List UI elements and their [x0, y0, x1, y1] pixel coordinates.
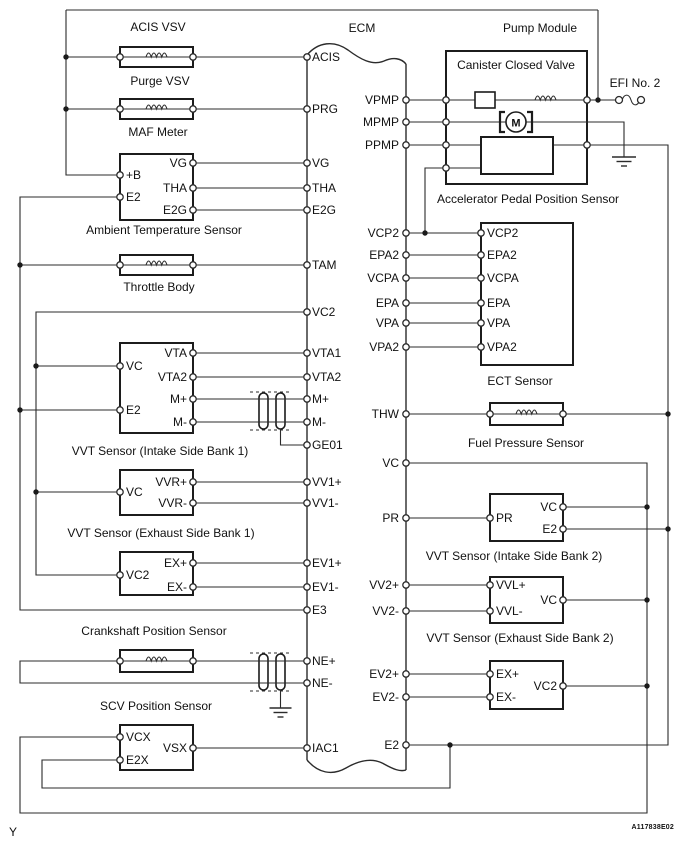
box-pin-label: PR	[496, 511, 513, 525]
ecm-pin-label: VPA2	[369, 340, 399, 354]
crank-sensor-label: Crankshaft Position Sensor	[81, 624, 227, 638]
ecm-pin-label: VCPA	[367, 271, 399, 285]
box-pin-label: VC2	[126, 568, 150, 582]
maf-meter-label: MAF Meter	[128, 125, 188, 139]
ground-icon	[270, 708, 292, 717]
ecm-pin-label: VC	[382, 456, 399, 470]
ecm-pin-label: VV2+	[369, 578, 399, 592]
box-pin-label: EX-	[166, 580, 187, 594]
ecm-pin-label: MPMP	[363, 115, 399, 129]
box-pin-label: EX-	[496, 690, 517, 704]
efi-fuse-label: EFI No. 2	[609, 76, 661, 90]
ground-icon	[612, 157, 636, 166]
ecm-pin-label: PRG	[312, 102, 339, 116]
box-pin-label: VPA2	[487, 340, 517, 354]
pump-sender-box	[481, 137, 553, 174]
box-pin-label: M-	[173, 415, 187, 429]
box-pin-label: VC	[126, 359, 143, 373]
box-pin-label: VSX	[162, 741, 187, 755]
ecm-pin-label: IAC1	[312, 741, 339, 755]
box-pin-label: VCX	[126, 730, 151, 744]
box-pin-label: VPA	[487, 316, 511, 330]
box-pin-label: VVR-	[158, 496, 187, 510]
box-pin-label: M+	[169, 392, 187, 406]
ecm-pin-label: EV2+	[369, 667, 399, 681]
box-pin-label: VTA	[164, 346, 187, 360]
ecm-pin-label: E3	[312, 603, 327, 617]
purge-vsv-label: Purge VSV	[130, 74, 190, 88]
ecm-pin-label: TAM	[312, 258, 337, 272]
ecm-pin-label: THW	[371, 407, 399, 421]
ecm-left-pin-labels	[312, 50, 343, 755]
ecm-pin-label: EV2-	[372, 690, 399, 704]
fuel-pressure-label: Fuel Pressure Sensor	[467, 436, 585, 450]
ecm-pin-label: VG	[312, 156, 330, 170]
ecm-pin-label: GE01	[312, 438, 343, 452]
ecm-right-pin-labels	[363, 93, 400, 752]
ecm-pin-label: VTA1	[312, 346, 342, 360]
box-pin-label: VC	[126, 485, 143, 499]
box-pin-label: VCPA	[487, 271, 519, 285]
valve-icon	[475, 92, 495, 108]
ecm-pin-label: E2	[384, 738, 399, 752]
box-pin-label: EX+	[163, 556, 187, 570]
box-pin-label: EPA2	[487, 248, 517, 262]
box-pin-label: THA	[163, 181, 187, 195]
box-pin-label: E2G	[162, 203, 187, 217]
box-pin-label: VC	[540, 500, 557, 514]
shield-symbols	[259, 393, 285, 690]
ecm-pin-label: EPA	[375, 296, 399, 310]
ecm-pin-label: NE-	[312, 676, 333, 690]
vvt-intake-b1-label: VVT Sensor (Intake Side Bank 1)	[71, 444, 249, 458]
box-pin-label: VG	[169, 156, 187, 170]
fuse-terminal-icon	[616, 97, 623, 104]
page-marker: Y	[9, 825, 18, 839]
ecm-pin-label: VV1+	[312, 475, 342, 489]
ecm-pin-label: NE+	[312, 654, 336, 668]
box-pin-label: VC2	[533, 679, 557, 693]
shield-pill-icon	[276, 393, 285, 429]
ambient-temp-label: Ambient Temperature Sensor	[86, 223, 242, 237]
ecm-pin-label: VCP2	[367, 226, 399, 240]
ecm-pin-label: VTA2	[312, 370, 342, 384]
box-pin-label: VC	[540, 593, 557, 607]
shield-pill-icon	[276, 654, 285, 690]
ecm-pin-label: M+	[312, 392, 330, 406]
ecm-pin-label: VV1-	[312, 496, 339, 510]
ecm-pin-label: PR	[382, 511, 399, 525]
scv-sensor-label: SCV Position Sensor	[99, 699, 213, 713]
ecm-pin-label: VPA	[375, 316, 399, 330]
footer-labels	[9, 824, 674, 839]
ecm-pin-label: VV2-	[372, 604, 399, 618]
doc-code: A117838E02	[631, 824, 674, 831]
motor-label: M	[511, 117, 521, 130]
ecm-pin-label: EV1+	[312, 556, 342, 570]
ecm-pin-label: PPMP	[364, 138, 399, 152]
box-pin-label: VCP2	[487, 226, 519, 240]
box-pin-label: E2	[126, 403, 141, 417]
box-pin-label: VVL+	[496, 578, 526, 592]
ecm-pin-label: VPMP	[364, 93, 399, 107]
ecm-pin-label: VC2	[312, 305, 336, 319]
shield-pill-icon	[259, 654, 268, 690]
fuse-terminal-icon	[638, 97, 645, 104]
ecm-pin-label: THA	[312, 181, 336, 195]
throttle-body-label: Throttle Body	[123, 280, 195, 294]
box-pin-label: E2	[542, 522, 557, 536]
ecm-pin-label: M-	[312, 415, 326, 429]
ecm-pin-label: ACIS	[312, 50, 341, 64]
box-pin-label: EX+	[496, 667, 520, 681]
box-pin-label: EPA	[487, 296, 511, 310]
box-pin-label: E2X	[126, 753, 149, 767]
box-pin-label: E2	[126, 190, 141, 204]
box-pin-label: VVR+	[155, 475, 187, 489]
ecm-pin-label: E2G	[312, 203, 337, 217]
shield-dashes	[250, 392, 292, 691]
ecm-pin-label: EPA2	[369, 248, 399, 262]
box-pin-label: +B	[126, 168, 142, 182]
ect-sensor-label: ECT Sensor	[487, 374, 553, 388]
pump-module-title: Pump Module	[502, 21, 578, 35]
box-pin-label: VVL-	[496, 604, 523, 618]
canister-closed-valve-label: Canister Closed Valve	[457, 58, 575, 72]
vvt-intake-b2-label: VVT Sensor (Intake Side Bank 2)	[425, 549, 603, 563]
ecm-pin-label: EV1-	[312, 580, 339, 594]
acis-vsv-label: ACIS VSV	[130, 20, 186, 34]
vvt-exhaust-b1-label: VVT Sensor (Exhaust Side Bank 1)	[67, 526, 255, 540]
accel-pedal-label: Accelerator Pedal Position Sensor	[436, 192, 620, 206]
vvt-exhaust-b2-label: VVT Sensor (Exhaust Side Bank 2)	[426, 631, 614, 645]
ecm-title: ECM	[348, 21, 376, 35]
shield-pill-icon	[259, 393, 268, 429]
box-pin-label: VTA2	[157, 370, 187, 384]
